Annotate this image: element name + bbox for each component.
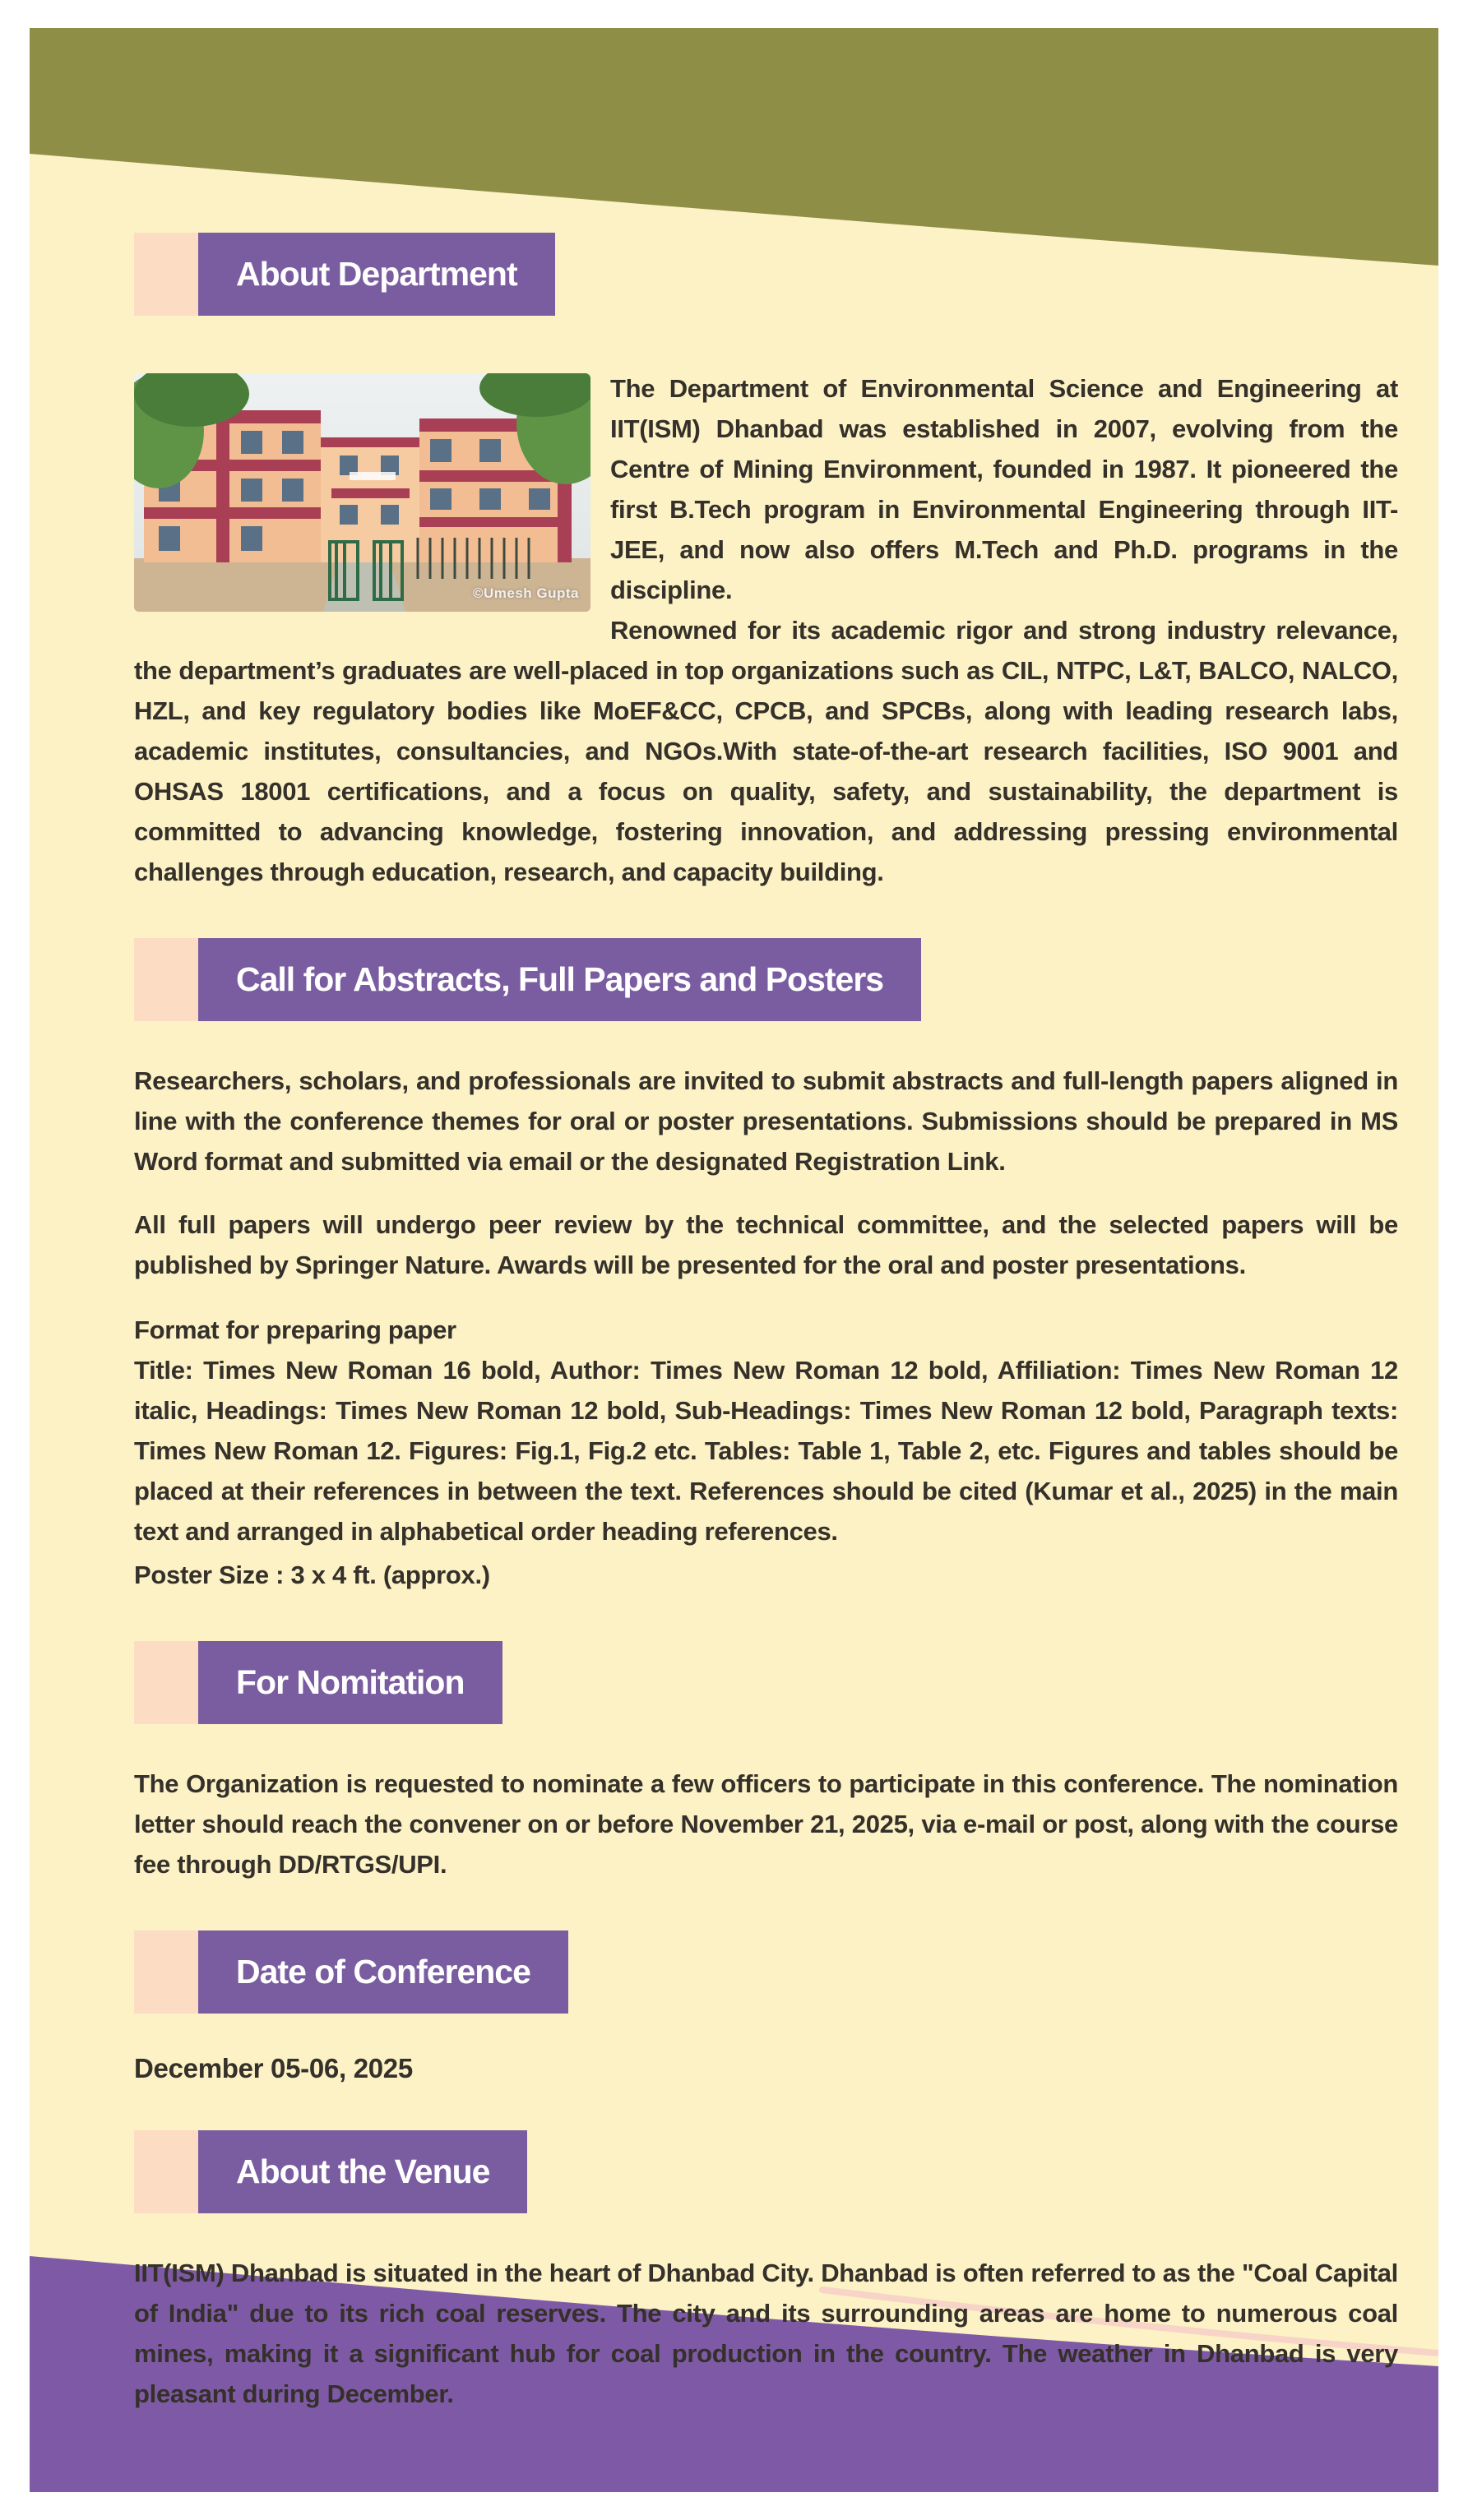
- page-content: [30, 233, 1438, 2414]
- venue-paragraph: IIT(ISM) Dhanbad is situated in the heart of Dhanbad City. Dhanbad is often referred to as the "Coal Capital of India" due to its rich coal reserves. The city and its surrounding areas are home to numerous coal mines, making it a significant hub for coal production in the country. The weather in Dhanbad is very pleasant during December.: [134, 2259, 1398, 2408]
- springer-nature-emphasis: Springer Nature: [294, 1251, 484, 1279]
- about-the-venue-heading-label: About the Venue: [198, 2130, 527, 2213]
- about-department-body-paragraph: Renowned for its academic rigor and strong industry relevance, the department’s graduates are well-placed in top organizations such as CIL, NTPC, L&T, BALCO, NALCO, HZL, and key regulatory bodies like MoEF&CC, CPCB, and SPCBs, along with leading research labs, academic institutes, consultancies, and NGOs.With state-of-the-art research facilities, ISO 9001 and OHSAS 18001 certifications, and a focus on quality, safety, and sustainability, the department is committed to advancing knowledge, fostering innovation, and addressing pressing environmental challenges through education, research, and capacity building.: [134, 616, 1398, 886]
- heading-accent-tab: [134, 233, 198, 316]
- building-photo-illustration: [134, 373, 590, 612]
- submission-invitation-paragraph: Researchers, scholars, and professionals are invited to submit abstracts and full-length papers aligned in line with the conference themes for oral or poster presentations. Submissions should be prepared in MS Word format and submitted via email or the designated Registration Link.: [134, 1066, 1398, 1176]
- about-department-heading-label: About Department: [198, 233, 555, 316]
- page-canvas: [30, 28, 1438, 2492]
- department-building-photo: [134, 373, 590, 612]
- nomination-paragraph: The Organization is requested to nominate a few officers to participate in this conference. The nomination letter should reach the convener on or before November 21, 2025, via e-mail or post, along with the course fee through DD/RTGS/UPI.: [134, 1769, 1398, 1879]
- about-department-section: [134, 368, 1398, 892]
- section-heading-date-of-conference: [134, 1930, 1398, 2014]
- section-heading-for-nomitation: [134, 1641, 1398, 1724]
- date-of-conference-heading-label: Date of Conference: [198, 1930, 568, 2014]
- about-department-intro-paragraph: The Department of Environmental Science and Engineering at IIT(ISM) Dhanbad was established in 2007, evolving from the Centre of Mining Environment, founded in 1987. It pioneered the first B.Tech program in Environmental Engineering through IIT-JEE, and now also offers M.Tech and Ph.D. programs in the discipline.: [610, 374, 1398, 604]
- peer-review-text-end: . Awards will be presented for the oral and poster presentations.: [484, 1251, 1246, 1279]
- heading-accent-tab: [134, 1641, 198, 1724]
- photo-watermark: ©Umesh Gupta: [472, 585, 579, 601]
- section-heading-about-department: [134, 233, 1398, 316]
- heading-accent-tab: [134, 1930, 198, 2014]
- format-subheading: Format for preparing paper: [134, 1315, 456, 1344]
- conference-date-value: December 05-06, 2025: [134, 2053, 413, 2083]
- section-heading-call-for-abstracts: [134, 938, 1398, 1021]
- peer-review-paragraph: [134, 1205, 1398, 1285]
- peer-review-text-start: All full papers will undergo peer review by the technical committee, and the selected papers will be published by: [134, 1210, 1398, 1279]
- for-nomitation-heading-label: For Nomitation: [198, 1641, 502, 1724]
- format-details-paragraph: Title: Times New Roman 16 bold, Author: Times New Roman 12 bold, Affiliation: Times New Roman 12 italic, Headings: Times New Roman 12 bold, Sub-Headings: Times New Roman 12 bold, Paragraph texts: Times New Roman 12. Figures: Fig.1, Fig.2 etc. Tables: Table 1, Table 2, etc. Figures and tables should be placed at their references in between the text. References should be cited (Kumar et al., 2025) in the main text and arranged in alphabetical order heading references.: [134, 1356, 1398, 1546]
- poster-size-line: Poster Size : 3 x 4 ft. (approx.): [134, 1561, 490, 1589]
- heading-accent-tab: [134, 2130, 198, 2213]
- section-heading-about-the-venue: [134, 2130, 1398, 2213]
- heading-accent-tab: [134, 938, 198, 1021]
- call-for-abstracts-heading-label: Call for Abstracts, Full Papers and Posters: [198, 938, 921, 1021]
